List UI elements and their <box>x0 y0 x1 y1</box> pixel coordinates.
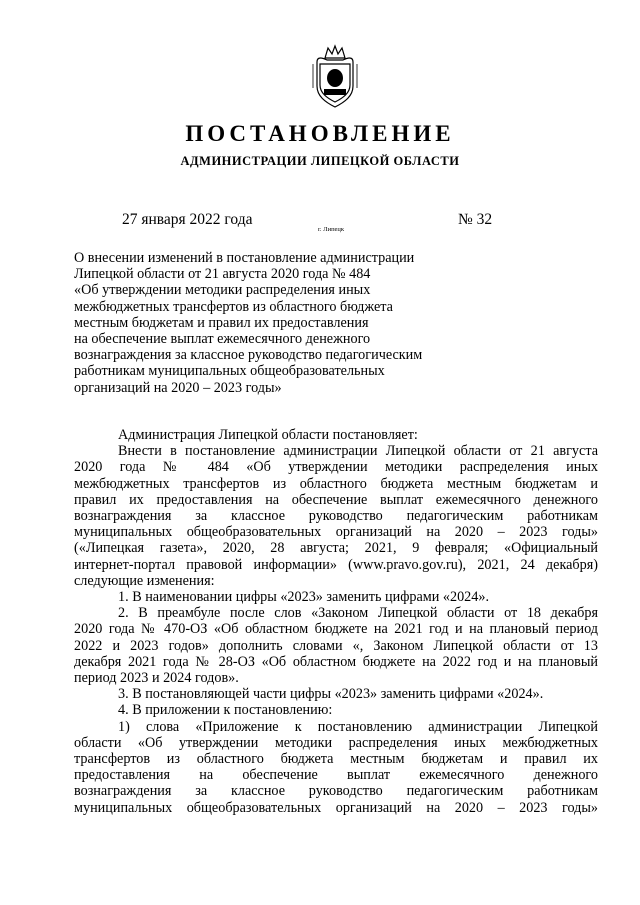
body-line: межбюджетных трансфертов из областного бюджета местным бюджетам и <box>74 475 598 492</box>
subject-line: вознаграждения за классное руководство педагогическим <box>74 347 423 364</box>
subject-line: «Об утверждении методики распределения иных <box>74 282 371 299</box>
body-line: области «Об утверждении методики распределения иных межбюджетных <box>74 734 598 751</box>
body-line: 2. В преамбуле после слов «Законом Липецкой области от 18 декабря <box>118 605 598 622</box>
subject-line: О внесении изменений в постановление администрации <box>74 250 415 266</box>
issuing-authority: АДМИНИСТРАЦИИ ЛИПЕЦКОЙ ОБЛАСТИ <box>180 154 460 168</box>
coat-of-arms-icon <box>309 44 361 110</box>
document-number: № 32 <box>458 211 493 228</box>
body-line: 2020 года № 470-ОЗ «Об областном бюджете на 2021 год и на плановый период <box>74 621 598 638</box>
body-line: 1) слова «Приложение к постановлению администрации Липецкой <box>118 718 598 735</box>
document-title: ПОСТАНОВЛЕНИЕ <box>185 121 455 146</box>
body-line: следующие изменения: <box>74 572 215 589</box>
body-line: трансфертов из областного бюджета местным бюджетам и правил их <box>74 751 598 768</box>
document-body <box>74 427 598 816</box>
body-line: период 2023 и 2024 годов». <box>74 670 239 687</box>
body-line: 2020 года № 484 «Об утверждении методики распределения иных <box>74 459 598 476</box>
body-line: вознаграждения за классное руководство педагогическим работникам <box>74 508 598 525</box>
subject-line: межбюджетных трансфертов из областного бюджета <box>74 298 393 315</box>
subject-line: на обеспечение выплат ежемесячного денежного <box>74 331 371 348</box>
body-line: («Липецкая газета», 2020, 28 августа; 2021, 9 февраля; «Официальный <box>74 540 598 557</box>
body-line: предоставления на обеспечение выплат ежемесячного денежного <box>74 767 598 784</box>
document-date: 27 января 2022 года <box>122 211 253 228</box>
body-line: вознаграждения за классное руководство педагогическим работникам <box>74 783 598 800</box>
body-line: декабря 2021 года № 28-ОЗ «Об областном бюджете на 2022 год и на плановый <box>74 653 598 670</box>
subject-line: организаций на 2020 – 2023 годы» <box>74 379 282 396</box>
document-city: г. Липецк <box>318 226 345 233</box>
subject-line: местным бюджетам и правил их предоставления <box>74 314 369 331</box>
body-line: Внести в постановление администрации Липецкой области от 21 августа <box>118 443 598 460</box>
body-line: 4. В приложении к постановлению: <box>118 702 333 719</box>
body-line: интернет-портал правовой информации» (www.pravo.gov.ru), 2021, 24 декабря) <box>74 556 598 573</box>
body-line: муниципальных общеобразовательных организаций на 2020 – 2023 годы» <box>74 799 598 816</box>
body-line: Администрация Липецкой области постановляет: <box>118 427 418 443</box>
body-line: правил их предоставления на обеспечение выплат ежемесячного денежного <box>74 491 598 508</box>
body-line: муниципальных общеобразовательных организаций на 2020 – 2023 годы» <box>74 524 598 541</box>
body-line: 1. В наименовании цифры «2023» заменить цифрами «2024». <box>118 589 490 606</box>
body-line: 3. В постановляющей части цифры «2023» заменить цифрами «2024». <box>118 686 544 703</box>
body-line: 2022 и 2023 годов» дополнить словами «, Законом Липецкой области от 13 <box>74 637 598 654</box>
subject-line: Липецкой области от 21 августа 2020 года № 484 <box>74 266 371 283</box>
document-subject <box>74 250 474 396</box>
subject-line: работникам муниципальных общеобразовательных <box>74 363 385 380</box>
